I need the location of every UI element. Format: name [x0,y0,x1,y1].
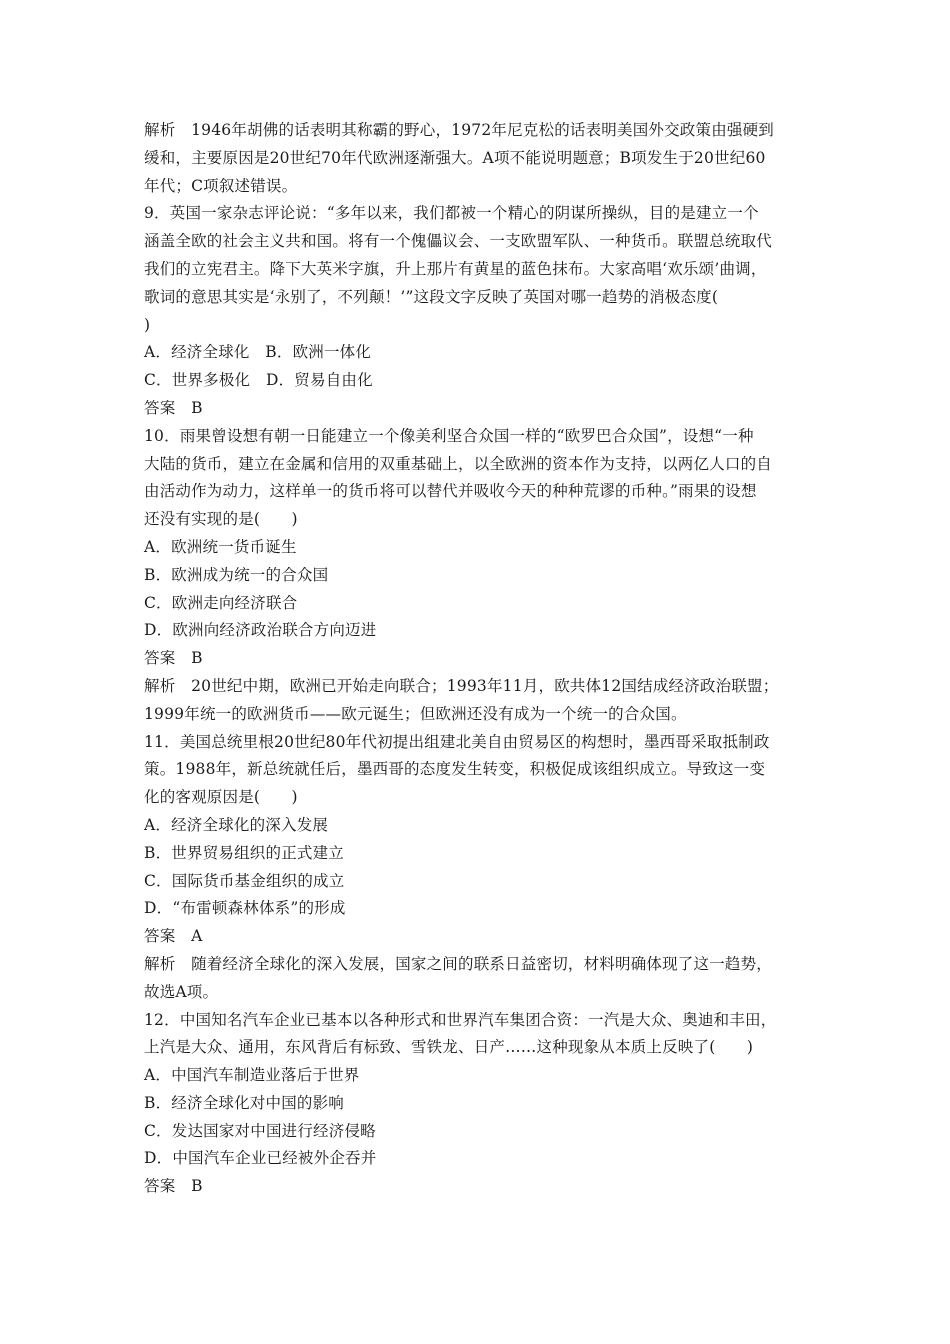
text-line: 答案 A [144,927,203,946]
text-line: 故选A项。 [144,982,219,1001]
text-line: 年代；C项叙述错误。 [144,176,298,195]
question-stem [144,729,816,812]
text-line: 由活动作为动力，这样单一的货币将可以替代并吸收今天的种种荒谬的币种。”雨果的设想 [144,482,757,501]
text-line: C．发达国家对中国进行经济侵略 [144,1121,376,1140]
text-line: 9．英国一家杂志评论说：“多年以来，我们都被一个精心的阴谋所操纵，目的是建立一个 [144,204,759,223]
text-line: 上汽是大众、通用，东风背后有标致、雪铁龙、日产……这种现象从本质上反映了( ) [144,1038,754,1057]
answer-options [144,1062,816,1090]
text-line: 答案 B [144,1177,203,1196]
text-line: 10．雨果曾设想有朝一日能建立一个像美利坚合众国一样的“欧罗巴合众国”，设想“一种 [144,426,754,445]
answer-options [144,840,816,868]
analysis-paragraph [144,117,816,200]
answer-options [144,1090,816,1118]
answer-options [144,339,816,367]
text-line: 11．美国总统里根20世纪80年代初提出组建北美自由贸易区的构想时，墨西哥采取抵制政 [144,732,770,751]
text-line: B．世界贸易组织的正式建立 [144,843,344,862]
analysis-paragraph [144,951,816,1007]
text-line: ) [144,315,151,334]
text-line: C．国际货币基金组织的成立 [144,871,345,890]
answer-options [144,1145,816,1173]
answer-options [144,895,816,923]
answer-options [144,617,816,645]
text-line: 答案 B [144,649,203,668]
text-line: B．欧洲成为统一的合众国 [144,565,329,584]
answer-options [144,367,816,395]
answer-options [144,812,816,840]
answer-options [144,562,816,590]
text-line: 缓和，主要原因是20世纪70年代欧洲逐渐强大。A项不能说明题意；B项发生于20世纪60 [144,148,766,167]
answer-line [144,1173,816,1201]
answer-line [144,645,816,673]
answer-options [144,1118,816,1146]
text-line: 还没有实现的是( ) [144,510,298,529]
text-line: A．中国汽车制造业落后于世界 [144,1066,360,1085]
text-line: 答案 B [144,398,203,417]
text-line: D．欧洲向经济政治联合方向迈进 [144,621,377,640]
text-line: C．欧洲走向经济联合 [144,593,298,612]
answer-line [144,923,816,951]
answer-options [144,534,816,562]
text-line: A．欧洲统一货币诞生 [144,537,297,556]
text-line: A．经济全球化 B．欧洲一体化 [144,343,372,362]
answer-options [144,868,816,896]
text-line: A．经济全球化的深入发展 [144,815,329,834]
text-line: 策。1988年，新总统就任后，墨西哥的态度发生转变，积极促成该组织成立。导致这一变 [144,760,766,779]
text-line: 歌词的意思其实是‘永别了，不列颠！’”这段文字反映了英国对哪一趋势的消极态度( [144,287,719,306]
question-stem [144,423,816,534]
text-line: 大陆的货币，建立在金属和信用的双重基础上，以全欧洲的资本作为支持，以两亿人口的自 [144,454,773,473]
text-line: 我们的立宪君主。降下大英米字旗，升上那片有黄星的蓝色抹布。大家高唱‘欢乐颂’曲调， [144,259,767,278]
document-page [144,117,816,1201]
answer-line [144,395,816,423]
text-line: 化的客观原因是( ) [144,788,298,807]
text-line: D．中国汽车企业已经被外企吞并 [144,1149,377,1168]
question-stem [144,1007,816,1063]
question-stem [144,200,816,339]
text-line: 解析 1946年胡佛的话表明其称霸的野心，1972年尼克松的话表明美国外交政策由强硬到 [144,121,774,139]
text-line: 12．中国知名汽车企业已基本以各种形式和世界汽车集团合资：一汽是大众、奥迪和丰田， [144,1010,777,1029]
text-line: 涵盖全欧的社会主义共和国。将有一个傀儡议会、一支欧盟军队、一种货币。联盟总统取代 [144,232,773,251]
text-line: 解析 随着经济全球化的深入发展，国家之间的联系日益密切，材料明确体现了这一趋势， [144,954,773,973]
answer-options [144,590,816,618]
analysis-paragraph [144,673,816,729]
text-line: 解析 20世纪中期，欧洲已开始走向联合；1993年11月，欧共体12国结成经济政治联盟； [144,676,779,695]
text-line: B．经济全球化对中国的影响 [144,1093,344,1112]
text-line: 1999年统一的欧洲货币——欧元诞生；但欧洲还没有成为一个统一的合众国。 [144,704,687,723]
text-line: D．“布雷顿森林体系”的形成 [144,899,346,918]
text-line: C．世界多极化 D．贸易自由化 [144,371,373,390]
